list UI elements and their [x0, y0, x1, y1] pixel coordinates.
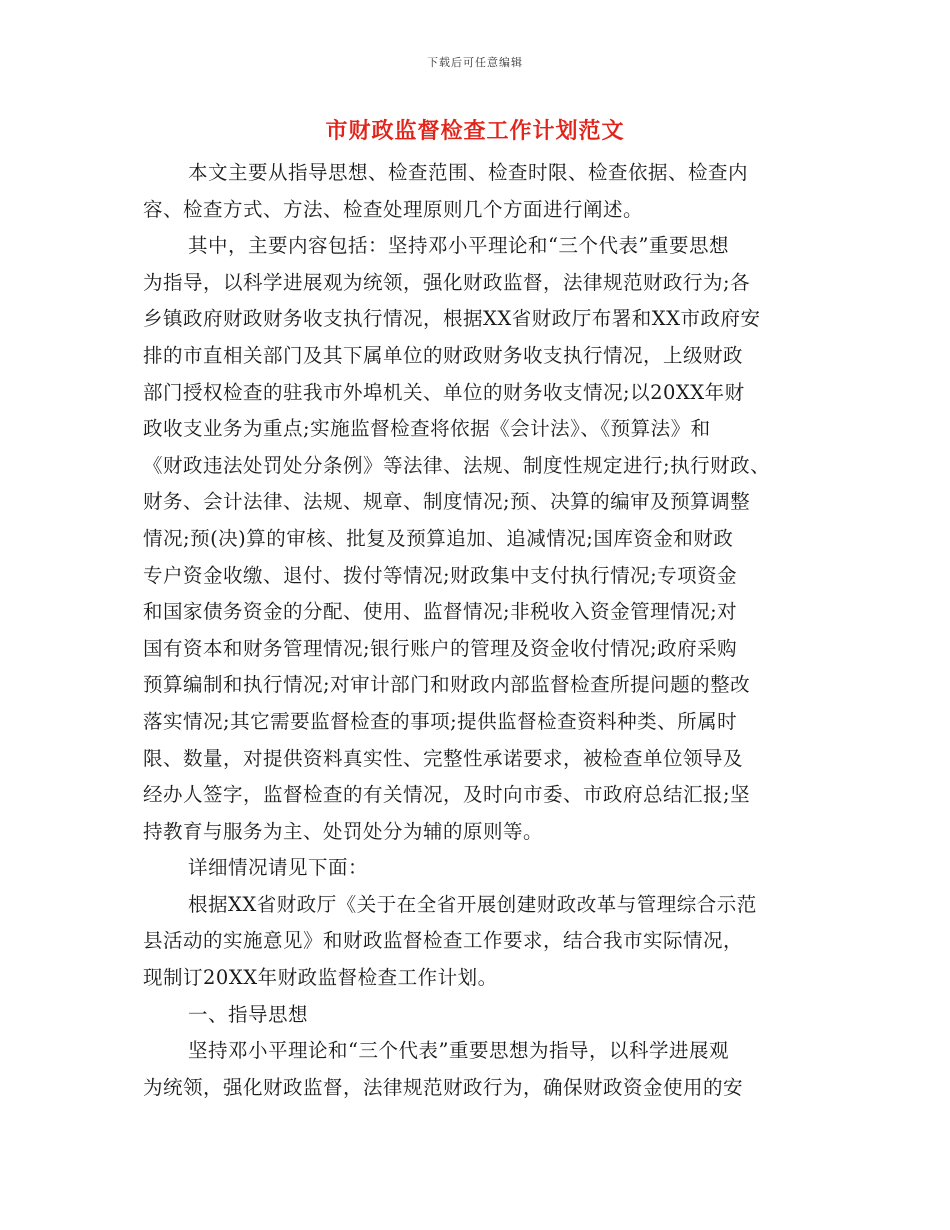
- text-line: 排的市直相关部门及其下属单位的财政财务收支执行情况，上级财政: [143, 343, 744, 367]
- text-line: 预算编制和执行情况;对审计部门和财政内部监督检查所提问题的整改: [143, 673, 751, 697]
- text-line: 落实情况;其它需要监督检查的事项;提供监督检查资料种类、所属时: [143, 709, 738, 733]
- text-line: 本文主要从指导思想、检查范围、检查时限、检查依据、检查内: [188, 161, 749, 184]
- header-note: 下载后可任意编辑: [427, 56, 523, 69]
- text-line: 根据XX省财政厅《关于在全省开展创建财政改革与管理综合示范: [188, 892, 757, 916]
- text-line: 专户资金收缴、退付、拨付等情况;财政集中支付执行情况;专项资金: [143, 563, 738, 587]
- text-line: 县活动的实施意见》和财政监督检查工作要求，结合我市实际情况，: [143, 929, 744, 953]
- document-title: 市财政监督检查工作计划范文: [325, 118, 625, 144]
- text-line: 容、检查方式、方法、检查处理原则几个方面进行阐述。: [143, 197, 644, 221]
- text-line: 其中，主要内容包括：坚持邓小平理论和“三个代表”重要思想: [188, 234, 729, 258]
- text-line: 政收支业务为重点;实施监督检查将依据《会计法》、《预算法》和: [143, 417, 711, 441]
- text-line: 为统领，强化财政监督，法律规范财政行为，确保财政资金使用的安: [143, 1075, 744, 1099]
- text-line: 限、数量，对提供资料真实性、完整性承诺要求，被检查单位领导及: [143, 746, 744, 770]
- document-body: [143, 155, 808, 1106]
- text-line: 详细情况请见下面：: [188, 856, 369, 880]
- text-line: 为指导，以科学进展观为统领，强化财政监督，法律规范财政行为;各: [143, 270, 751, 294]
- text-line: 《财政违法处罚处分条例》等法律、法规、制度性规定进行;执行财政、: [143, 453, 771, 477]
- text-line: 坚持邓小平理论和“三个代表”重要思想为指导，以科学进展观: [188, 1039, 729, 1063]
- text-line: 部门授权检查的驻我市外埠机关、单位的财务收支情况;以20XX年财: [143, 380, 745, 404]
- text-line: 一、指导思想: [188, 1002, 309, 1026]
- text-line: 经办人签字，监督检查的有关情况，及时向市委、市政府总结汇报;坚: [143, 783, 751, 807]
- text-line: 和国家债务资金的分配、使用、监督情况;非税收入资金管理情况;对: [143, 600, 738, 624]
- text-line: 国有资本和财务管理情况;银行账户的管理及资金收付情况;政府采购: [143, 636, 738, 660]
- text-line: 情况;预(决)算的审核、批复及预算追加、追减情况;国库资金和财政: [143, 526, 734, 550]
- text-line: 现制订20XX年财政监督检查工作计划。: [143, 966, 498, 990]
- text-line: 乡镇政府财政财务收支执行情况，根据XX省财政厅布署和XX市政府安: [143, 307, 761, 331]
- text-line: 持教育与服务为主、处罚处分为辅的原则等。: [143, 819, 544, 843]
- text-line: 财务、会计法律、法规、规章、制度情况;预、决算的编审及预算调整: [143, 490, 751, 514]
